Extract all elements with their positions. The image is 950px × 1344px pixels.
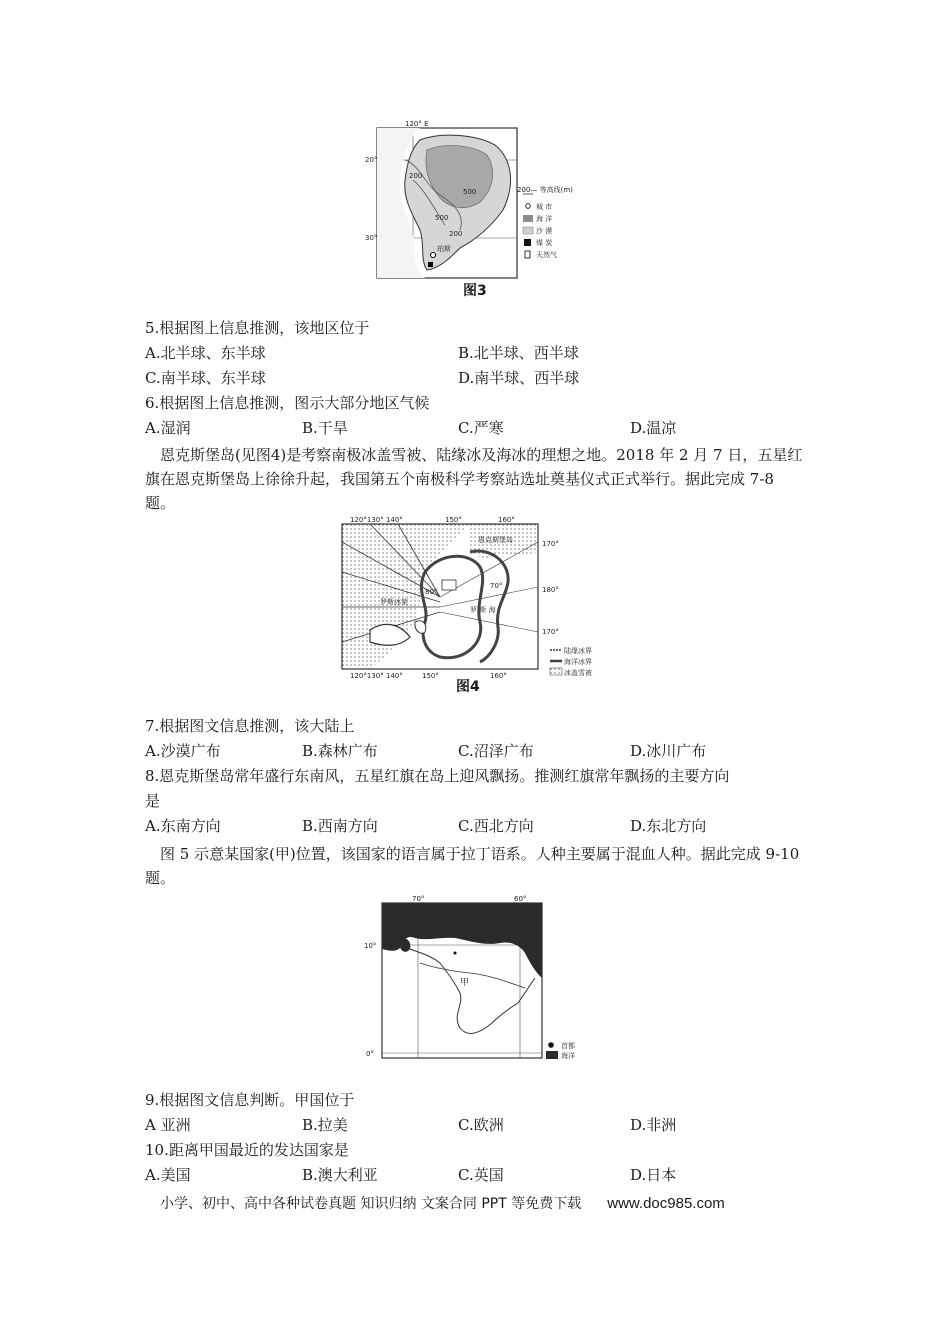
question-6-option-d: D.温凉 xyxy=(630,419,677,437)
fig4-legend xyxy=(550,646,592,677)
intro-9-10-paragraph: 图 5 示意某国家(甲)位置，该国家的语言属于拉丁语系。人种主要属于混血人种。据此完成 9-10 题。 xyxy=(145,845,800,887)
fig3-lat20-label: 20° xyxy=(365,156,378,164)
fig4-legend-item: 海洋冰界 xyxy=(564,658,592,666)
footer-site-link[interactable]: www.doc985.com xyxy=(607,1195,725,1212)
fig4-legend-item: 冰盖雪被 xyxy=(564,669,592,677)
question-9-option-c: C.欧洲 xyxy=(458,1116,504,1134)
fig4-top150-label: 150° xyxy=(445,516,462,524)
fig4-bot150-label: 150° xyxy=(422,672,439,680)
question-6-option-a: A.湿润 xyxy=(145,419,191,437)
fig4-island-label: 恩克斯堡岛 xyxy=(478,536,513,544)
fig3-legend xyxy=(517,185,573,259)
fig4-bot160-label: 160° xyxy=(490,672,507,680)
fig3-legend-item: 沙 漠 xyxy=(536,227,553,235)
fig4-r170b-label: 170° xyxy=(542,628,559,636)
question-7-option-d: D.冰川广布 xyxy=(630,742,707,760)
fig5-lat10-label: 10° xyxy=(364,942,377,950)
question-7-option-a: A.沙漠广布 xyxy=(145,742,221,760)
question-6-stem: 6.根据图上信息推测，图示大部分地区气候 xyxy=(145,394,430,412)
figure-3-caption: 图3 xyxy=(463,283,487,299)
fig3-lat30-label: 30° xyxy=(365,234,378,242)
fig3-legend-item: 城 市 xyxy=(536,203,553,211)
fig4-top160-label: 160° xyxy=(498,516,515,524)
figure-4-caption: 图4 xyxy=(456,679,480,695)
fig4-top-lon-label: 120°130° 140° xyxy=(350,516,403,524)
question-5-option-c: C.南半球、东半球 xyxy=(145,369,266,387)
fig4-r180-label: 180° xyxy=(542,586,559,594)
question-10-option-d: D.日本 xyxy=(630,1166,677,1184)
fig4-shelf-label: 罗斯冰架 xyxy=(380,598,408,606)
fig4-legend-item: 陆缘冰界 xyxy=(564,647,592,655)
figure-4-map xyxy=(330,512,620,697)
fig3-legend-item: 200— 等高线(m) xyxy=(517,186,573,194)
fig3-lon-label: 120° E xyxy=(405,120,429,128)
question-10-stem: 10.距离甲国最近的发达国家是 xyxy=(145,1141,349,1159)
fig5-lat0-label: 0° xyxy=(366,1050,374,1058)
fig3-legend-item: 煤 炭 xyxy=(536,239,553,247)
fig5-legend xyxy=(546,1041,575,1060)
question-10-option-a: A.美国 xyxy=(145,1166,191,1184)
fig5-legend-item: 首都 xyxy=(561,1042,575,1050)
question-9-option-d: D.非洲 xyxy=(630,1116,677,1134)
question-8-option-c: C.西北方向 xyxy=(458,817,534,835)
question-8-stem-continued: 是 xyxy=(145,792,161,810)
fig4-lat80-label: 80° xyxy=(425,588,438,596)
fig4-sea-label: 罗 斯 海 xyxy=(470,606,496,614)
question-5-option-b: B.北半球、西半球 xyxy=(458,344,579,362)
fig5-lon60-label: 60° xyxy=(514,895,527,903)
footer-text: 小学、初中、高中各种试卷真题 知识归纳 文案合同 PPT 等免费下载 xyxy=(160,1196,582,1212)
question-8-option-a: A.东南方向 xyxy=(145,817,221,835)
figure-5 xyxy=(360,893,590,1068)
intro-7-8-paragraph: 恩克斯堡岛(见图4)是考察南极冰盖雪被、陆缘冰及海冰的理想之地。2018 年 2 月 7 日，五星红旗在恩克斯堡岛上徐徐升起，我国第五个南极科学考察站选址奠基仪式正式举行。据此完成 7-8 题。 xyxy=(145,446,803,512)
page-footer xyxy=(160,1193,725,1213)
fig3-legend-item: 天然气 xyxy=(536,251,557,259)
question-5-option-a: A.北半球、东半球 xyxy=(145,344,266,362)
fig3-contour-label: 500 xyxy=(463,188,477,196)
question-9-option-b: B.拉美 xyxy=(302,1116,348,1134)
question-7-option-b: B.森林广布 xyxy=(302,742,378,760)
fig3-contour-label: 500 xyxy=(435,214,449,222)
question-8-option-d: D.东北方向 xyxy=(630,817,707,835)
fig3-contour-label: 200 xyxy=(449,230,463,238)
question-10-option-b: B.澳大利亚 xyxy=(302,1166,378,1184)
question-6-option-c: C.严寒 xyxy=(458,419,504,437)
fig4-lat70-label: 70° xyxy=(490,582,503,590)
question-9-stem: 9.根据图文信息判断。甲国位于 xyxy=(145,1091,355,1109)
figure-5-map xyxy=(360,893,590,1068)
fig3-legend-item: 海 洋 xyxy=(536,215,553,223)
question-9-option-a: A 亚洲 xyxy=(145,1116,191,1134)
question-5-stem: 5.根据图上信息推测，该地区位于 xyxy=(145,319,370,337)
question-7-stem: 7.根据图文信息推测，该大陆上 xyxy=(145,717,355,735)
question-6-option-b: B.干旱 xyxy=(302,419,348,437)
fig5-country-label: 甲 xyxy=(460,978,470,988)
fig3-city-label: 珀斯 xyxy=(437,245,451,253)
question-5-option-d: D.南半球、西半球 xyxy=(458,369,580,387)
figure-3-map xyxy=(365,120,575,305)
question-7-option-c: C.沼泽广布 xyxy=(458,742,534,760)
question-8-option-b: B.西南方向 xyxy=(302,817,378,835)
fig4-bot-lon-label: 120°130° 140° xyxy=(350,672,403,680)
figure-4 xyxy=(330,512,620,697)
question-10-option-c: C.英国 xyxy=(458,1166,504,1184)
fig3-contour-label: 200 xyxy=(409,172,423,180)
fig5-legend-item: 海洋 xyxy=(561,1052,575,1060)
fig4-r170a-label: 170° xyxy=(542,540,559,548)
fig5-lon70-label: 70° xyxy=(412,895,425,903)
question-8-stem: 8.恩克斯堡岛常年盛行东南风，五星红旗在岛上迎风飘扬。推测红旗常年飘扬的主要方向 xyxy=(145,767,730,785)
figure-3 xyxy=(365,120,575,305)
